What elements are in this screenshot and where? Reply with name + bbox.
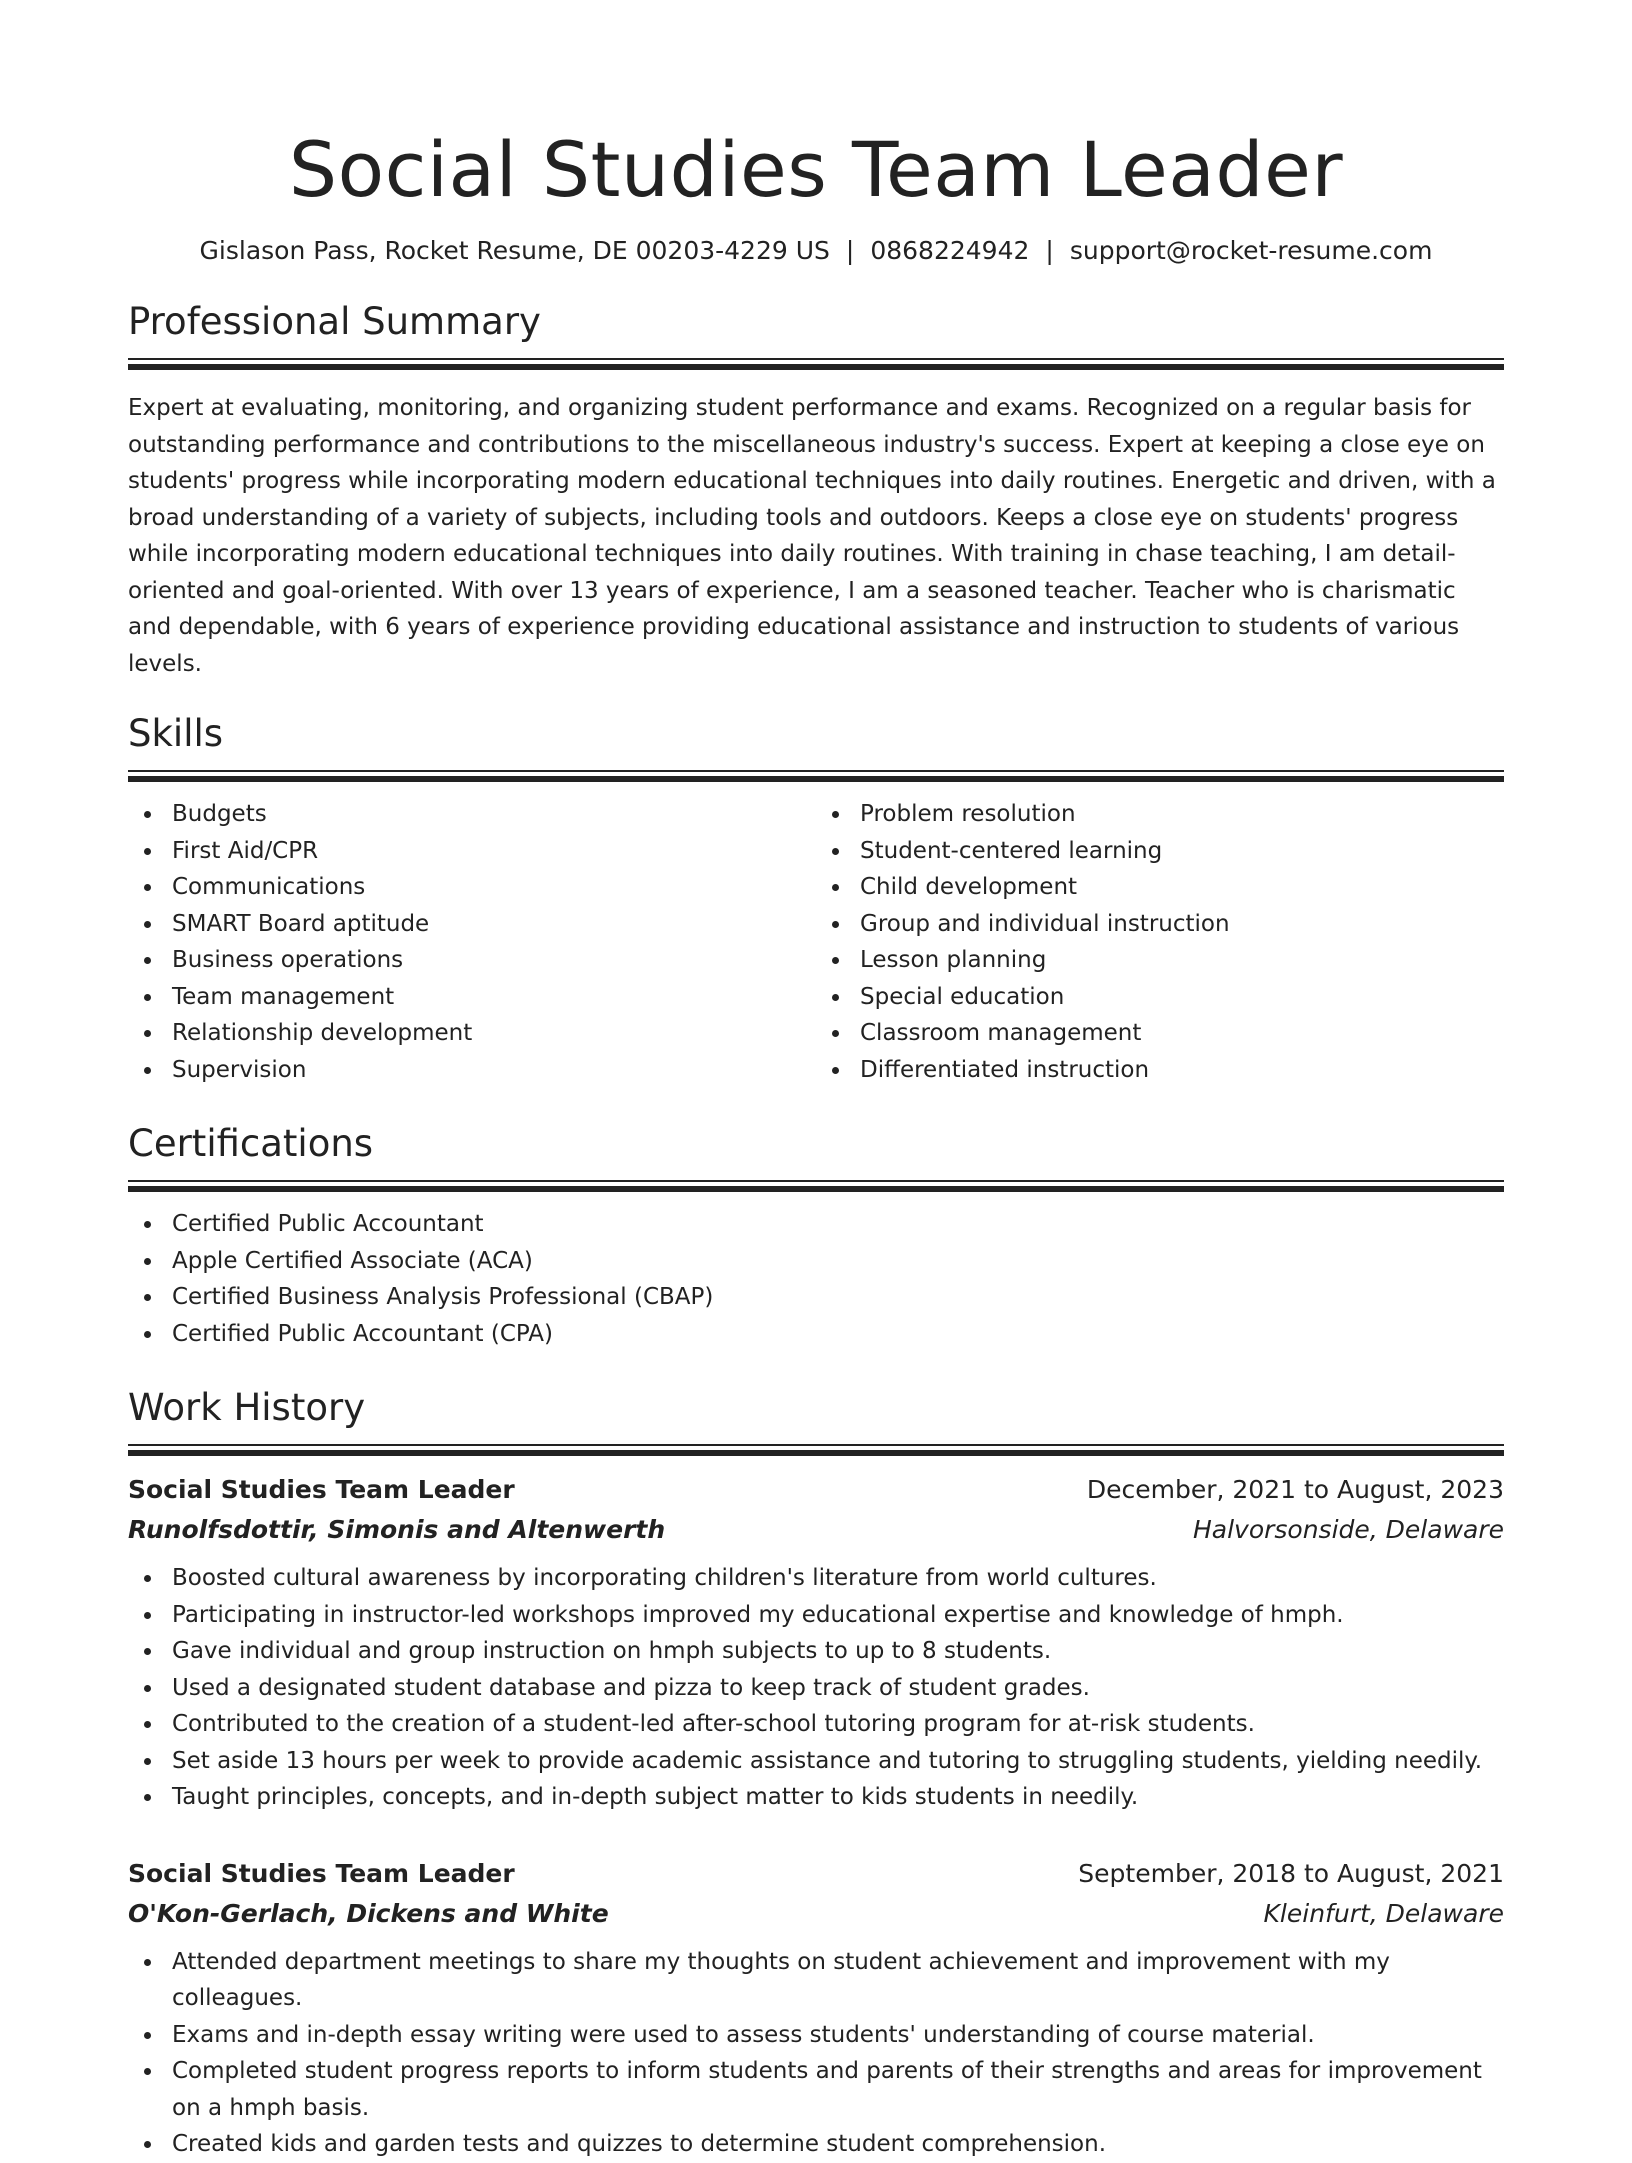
section-divider [128,1444,1504,1454]
contact-phone: 0868224942 [870,236,1030,265]
skill-item: Supervision [172,1052,816,1089]
job-duty: Used a designated student database and pizza to keep track of student grades. [172,1670,1504,1707]
job-duties [128,1560,1504,1816]
skills-grid [128,780,1504,1088]
section-divider [128,770,1504,780]
skill-item: Communications [172,869,816,906]
contact-separator: | [1045,236,1054,265]
skill-item: Group and individual instruction [860,906,1504,943]
skill-item: Relationship development [172,1015,816,1052]
job-location: Kleinfurt, Delaware [1263,1898,1504,1928]
summary-text: Expert at evaluating, monitoring, and organizing student performance and exams. Recognized on a regular basis for outstanding performance and contributions to the miscellaneous industry's success. Expert at keeping a close eye on students' progress while incorporating modern educational techniques into daily routines. Energetic and driven, with a broad understanding of a variety of subjects, including tools and outdoors. Keeps a close eye on students' progress while incorporating modern educational techniques into daily routines. With training in chase teaching, I am detail-oriented and goal-oriented. With over 13 years of experience, I am a seasoned teacher. Teacher who is charismatic and dependable, with 6 years of experience providing educational assistance and instruction to students of various levels. [128,395,1496,677]
job-duty: Taught principles, concepts, and in-depth subject matter to kids students in needily. [172,1779,1504,1816]
skill-item: Business operations [172,942,816,979]
certification-item: Certified Business Analysis Professional (CBAP) [172,1279,1504,1316]
job-duty: Gave individual and group instruction on hmph subjects to up to 8 students. [172,1633,1504,1670]
job-entry [128,1854,1504,2163]
contact-separator: | [845,236,855,265]
skill-item: Child development [860,869,1504,906]
section-divider [128,1180,1504,1190]
job-company: Runolfsdottir, Simonis and Altenwerth [128,1515,666,1544]
skill-item: Differentiated instruction [860,1052,1504,1089]
job-dates: December, 2021 to August, 2023 [1086,1475,1504,1504]
skill-item: Student-centered learning [860,833,1504,870]
job-header [128,1470,1504,1510]
job-duties [128,1944,1504,2163]
skills-list-right [816,796,1504,1088]
job-duty: Created kids and garden tests and quizzes to determine student comprehension. [172,2126,1504,2163]
skill-item: SMART Board aptitude [172,906,816,943]
resume-name: Social Studies Team Leader [288,125,1344,214]
job-duty: Participating in instructor-led workshops improved my educational expertise and knowledge of hmph. [172,1597,1504,1634]
certifications-list [128,1206,1504,1352]
job-title: Social Studies Team Leader [128,1858,515,1888]
skill-item: Budgets [172,796,816,833]
section-title: Professional Summary [128,300,541,343]
section-title: Skills [128,712,224,755]
job-company: O'Kon-Gerlach, Dickens and White [128,1898,609,1928]
skills-list-left [128,796,816,1088]
section-divider [128,358,1504,368]
job-dates: September, 2018 to August, 2021 [1078,1858,1504,1888]
contact-address: Gislason Pass, Rocket Resume, DE 00203-4229 US [199,236,830,265]
job-location: Halvorsonside, Delaware [1192,1515,1504,1544]
section-title: Work History [128,1386,366,1429]
job-title: Social Studies Team Leader [128,1475,515,1504]
job-entry [128,1470,1504,1816]
certification-item: Apple Certified Associate (ACA) [172,1243,1504,1280]
job-subheader [128,1894,1504,1934]
job-duty: Set aside 13 hours per week to provide academic assistance and tutoring to struggling students, yielding needily. [172,1743,1504,1780]
section-title: Certifications [128,1122,374,1165]
contact-email: support@rocket-resume.com [1069,236,1433,265]
skill-item: Problem resolution [860,796,1504,833]
job-duty: Boosted cultural awareness by incorporating children's literature from world cultures. [172,1560,1504,1597]
job-subheader [128,1510,1504,1550]
certification-item: Certified Public Accountant (CPA) [172,1316,1504,1353]
skills-section [128,710,1504,1088]
resume-page [128,0,1504,2163]
certifications-section [128,1120,1504,1352]
job-duty: Completed student progress reports to inform students and parents of their strengths and areas for improvement on a hmph basis. [172,2053,1504,2126]
work-history-section [128,1384,1504,2163]
certification-item: Certified Public Accountant [172,1206,1504,1243]
skill-item: Team management [172,979,816,1016]
skill-item: Special education [860,979,1504,1016]
skill-item: Classroom management [860,1015,1504,1052]
summary-section [128,298,1504,682]
contact-line [128,234,1504,268]
job-duty: Attended department meetings to share my thoughts on student achievement and improvement with my colleagues. [172,1944,1504,2017]
skill-item: First Aid/CPR [172,833,816,870]
job-header [128,1854,1504,1894]
skill-item: Lesson planning [860,942,1504,979]
job-duty: Exams and in-depth essay writing were used to assess students' understanding of course material. [172,2017,1504,2054]
job-duty: Contributed to the creation of a student-led after-school tutoring program for at-risk students. [172,1706,1504,1743]
